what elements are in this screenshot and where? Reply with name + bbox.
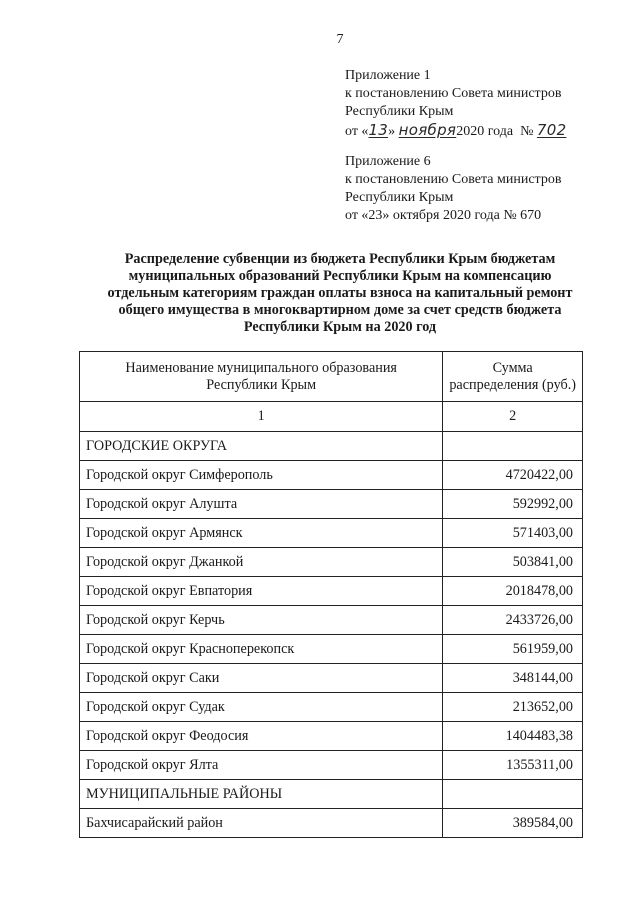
header-sum-line-2: распределения (руб.) xyxy=(449,376,576,393)
municipality-name: Городской округ Судак xyxy=(80,693,443,722)
distribution-sum: 1404483,38 xyxy=(443,722,583,751)
header-municipality-line-2: Республики Крым xyxy=(206,376,317,393)
subsidy-distribution-table xyxy=(79,351,583,838)
distribution-sum: 389584,00 xyxy=(443,809,583,838)
table-row xyxy=(80,809,583,838)
annex-6-title: Приложение 6 xyxy=(345,154,431,169)
annex-6-date-line: от «23» октября 2020 года № 670 xyxy=(345,208,542,223)
municipality-name: Городской округ Феодосия xyxy=(80,722,443,751)
municipality-name: Городской округ Евпатория xyxy=(80,577,443,606)
distribution-sum: 592992,00 xyxy=(443,490,583,519)
municipality-name: Городской округ Ялта xyxy=(80,751,443,780)
distribution-sum: 571403,00 xyxy=(443,519,583,548)
handwritten-day: 13 xyxy=(368,121,389,139)
annex-1-title: Приложение 1 xyxy=(345,68,431,83)
date-year: 2020 года xyxy=(456,124,514,139)
table-header-row xyxy=(80,352,583,402)
date-prefix: от « xyxy=(345,124,369,139)
municipality-name: Городской округ Симферополь xyxy=(80,461,443,490)
date-quote-close: » xyxy=(388,124,399,139)
title-line: отдельным категориям граждан оплаты взноса на капитальный ремонт xyxy=(107,285,573,301)
municipality-name: Бахчисарайский район xyxy=(80,809,443,838)
annex-6-line-2: к постановлению Совета министров xyxy=(345,172,562,187)
header-sum xyxy=(443,352,583,402)
table-row xyxy=(80,722,583,751)
column-number-1: 1 xyxy=(80,402,443,432)
number-prefix: № xyxy=(520,124,534,139)
table-row xyxy=(80,780,583,809)
annex-1-date-line xyxy=(345,121,615,141)
document-title xyxy=(60,251,620,336)
header-municipality xyxy=(80,352,443,402)
title-line: Распределение субвенции из бюджета Республики Крым бюджетам xyxy=(124,251,556,267)
handwritten-number: 702 xyxy=(536,121,567,139)
annex-1-block xyxy=(345,67,615,141)
distribution-sum xyxy=(443,780,583,809)
table-row xyxy=(80,606,583,635)
distribution-sum: 4720422,00 xyxy=(443,461,583,490)
header-municipality-line-1: Наименование муниципального образования xyxy=(125,359,397,376)
table-row xyxy=(80,693,583,722)
title-line: общего имущества в многоквартирном доме за счет средств бюджета xyxy=(118,302,562,318)
title-line: муниципальных образований Республики Крым на компенсацию xyxy=(128,268,552,284)
title-line: Республики Крым на 2020 год xyxy=(243,319,437,335)
distribution-sum xyxy=(443,432,583,461)
municipality-name: Городской округ Керчь xyxy=(80,606,443,635)
header-sum-line-1: Сумма xyxy=(492,359,533,376)
municipality-name: Городской округ Алушта xyxy=(80,490,443,519)
table-row xyxy=(80,635,583,664)
annex-6-block xyxy=(345,153,615,225)
column-number-row xyxy=(80,402,583,432)
table-row xyxy=(80,461,583,490)
distribution-sum: 503841,00 xyxy=(443,548,583,577)
municipality-name: Городской округ Армянск xyxy=(80,519,443,548)
table-row xyxy=(80,664,583,693)
table-row xyxy=(80,751,583,780)
annex-1-line-3: Республики Крым xyxy=(345,104,454,119)
municipality-name: Городской округ Джанкой xyxy=(80,548,443,577)
table-row xyxy=(80,432,583,461)
annex-6-line-3: Республики Крым xyxy=(345,190,454,205)
distribution-sum: 2018478,00 xyxy=(443,577,583,606)
column-number-2: 2 xyxy=(443,402,583,432)
handwritten-month: ноября xyxy=(398,121,457,139)
municipality-name: МУНИЦИПАЛЬНЫЕ РАЙОНЫ xyxy=(80,780,443,809)
distribution-sum: 213652,00 xyxy=(443,693,583,722)
distribution-sum: 1355311,00 xyxy=(443,751,583,780)
table-body xyxy=(80,432,583,838)
page-number: 7 xyxy=(336,32,344,47)
table-row xyxy=(80,519,583,548)
municipality-name: Городской округ Красноперекопск xyxy=(80,635,443,664)
distribution-sum: 561959,00 xyxy=(443,635,583,664)
table-row xyxy=(80,490,583,519)
distribution-sum: 348144,00 xyxy=(443,664,583,693)
municipality-name: Городской округ Саки xyxy=(80,664,443,693)
table-row xyxy=(80,548,583,577)
table-row xyxy=(80,577,583,606)
distribution-sum: 2433726,00 xyxy=(443,606,583,635)
annex-1-line-2: к постановлению Совета министров xyxy=(345,86,562,101)
municipality-name: ГОРОДСКИЕ ОКРУГА xyxy=(80,432,443,461)
